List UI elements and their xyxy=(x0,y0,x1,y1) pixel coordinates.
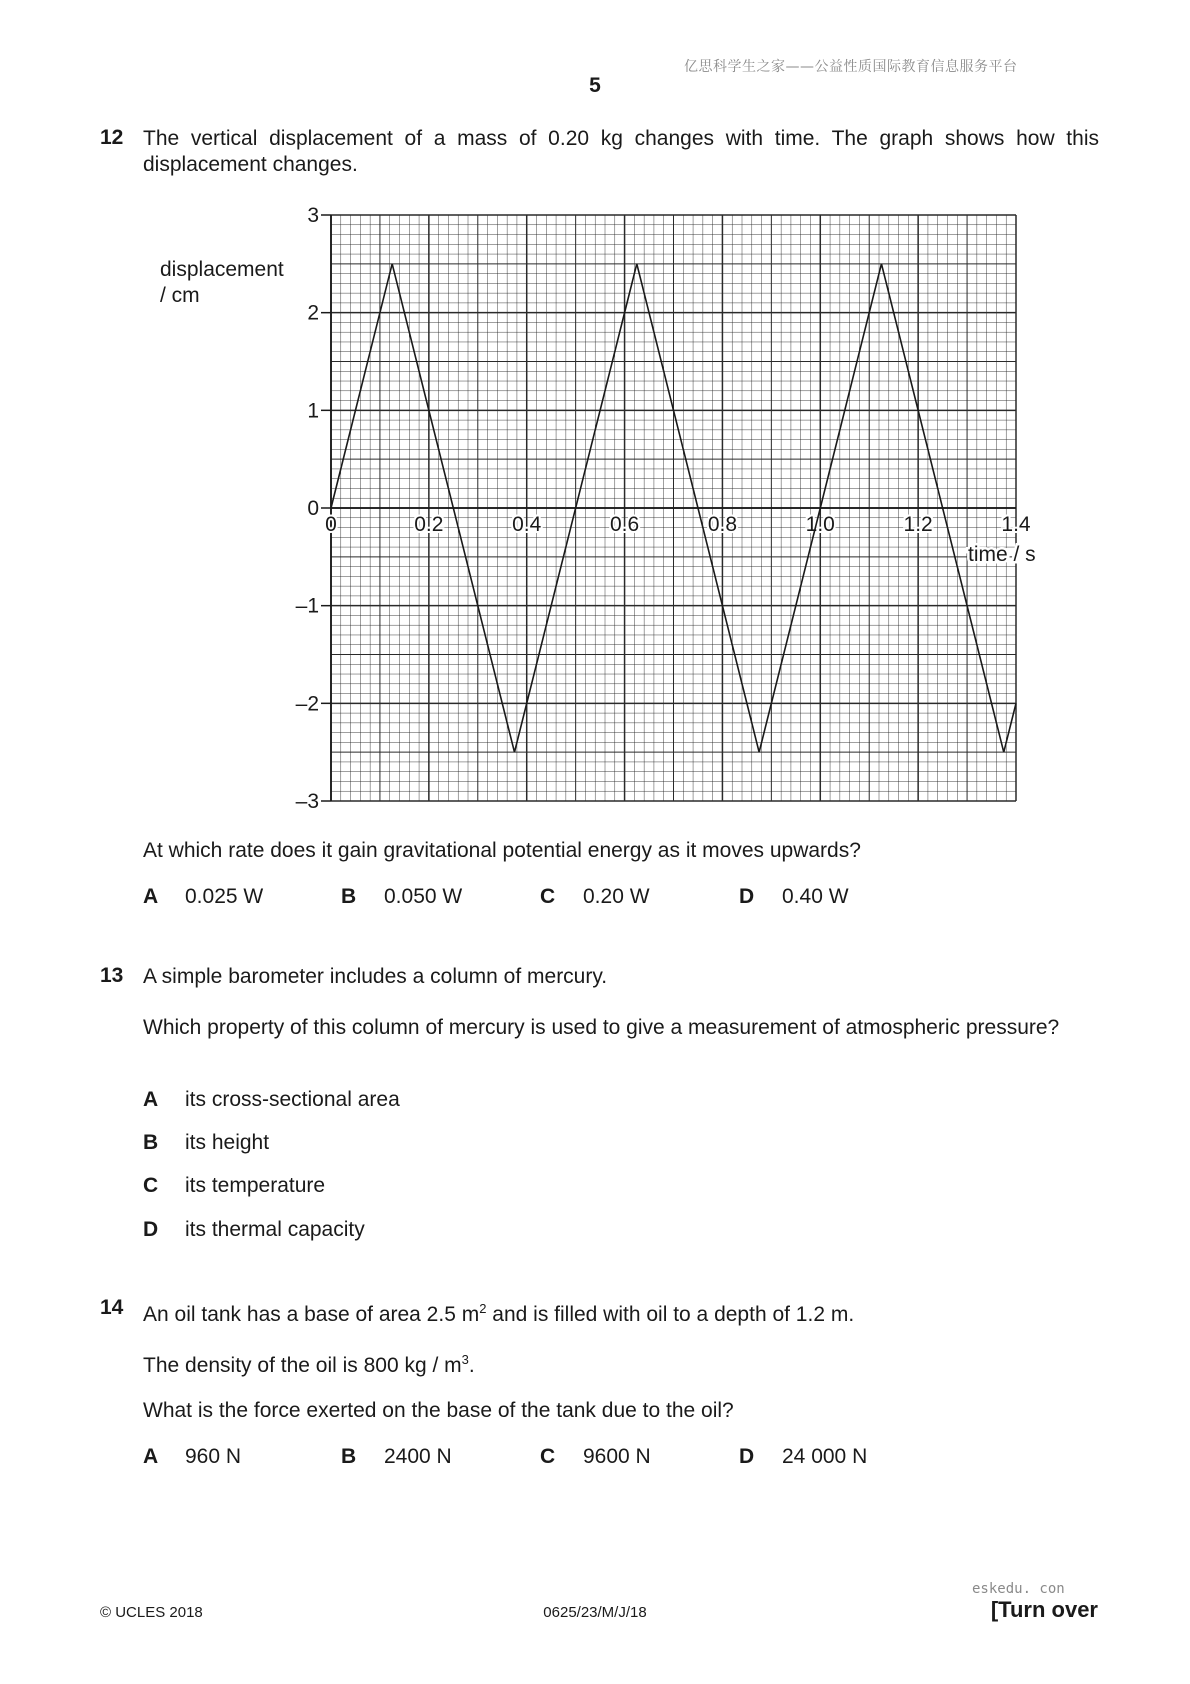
y-tick-label: 1 xyxy=(307,399,319,423)
question-12-text: The vertical displacement of a mass of 0.20 kg changes with time. The graph shows how this displacement changes. xyxy=(143,127,1099,176)
q12-option-a-text: 0.025 W xyxy=(185,885,264,908)
q14-text-after: and is filled with oil to a depth of 1.2 m. xyxy=(486,1303,855,1326)
question-14-number: 14 xyxy=(100,1296,124,1319)
q14-density-sup: 3 xyxy=(461,1352,469,1367)
y-tick-label: 3 xyxy=(307,204,319,227)
q12-option-a[interactable] xyxy=(143,885,158,909)
y-tick-label: 0 xyxy=(307,497,319,520)
q13-option-a-text: its cross-sectional area xyxy=(185,1088,400,1111)
x-tick-label: 0.6 xyxy=(609,513,640,536)
x-tick-label: 0 xyxy=(325,513,337,536)
y-axis-label-line2: / cm xyxy=(160,284,200,307)
question-14-text xyxy=(143,1296,1099,1328)
q14-density-after: . xyxy=(468,1354,475,1377)
q14-option-d-text: 24 000 N xyxy=(782,1445,868,1468)
y-axis-label-line1: displacement xyxy=(160,258,284,281)
q13-option-c-text: its temperature xyxy=(185,1174,326,1197)
header-watermark: 亿思科学生之家——公益性质国际教育信息服务平台 xyxy=(684,59,1018,75)
site-watermark: eskedu. con xyxy=(972,1581,1065,1597)
footer-paper-code: 0625/23/M/J/18 xyxy=(543,1604,647,1621)
x-tick-label: 1.0 xyxy=(805,513,835,536)
page-number: 5 xyxy=(589,74,601,97)
displacement-time-graph xyxy=(0,0,1190,830)
x-tick-label: 0.8 xyxy=(707,513,738,536)
question-13-prompt: Which property of this column of mercury is used to give a measurement of atmospheric pressure? xyxy=(143,1016,1060,1039)
x-axis-label: time / s xyxy=(968,543,1036,566)
q14-option-c-text: 9600 N xyxy=(583,1445,651,1468)
x-tick-label: 0.2 xyxy=(414,513,444,536)
y-tick-label: –2 xyxy=(295,692,319,716)
q12-option-b[interactable] xyxy=(341,885,356,909)
question-13-text: A simple barometer includes a column of mercury. xyxy=(143,965,608,988)
q13-option-a[interactable]: A xyxy=(143,1088,159,1111)
turn-over-label: [Turn over xyxy=(990,1597,1098,1622)
q12-option-d[interactable] xyxy=(739,885,754,909)
q12-option-c-text: 0.20 W xyxy=(583,885,650,908)
q14-option-b[interactable]: B xyxy=(341,1445,357,1468)
q12-option-c[interactable] xyxy=(540,885,555,909)
q12-option-d-text: 0.40 W xyxy=(782,885,849,908)
option-letter: D xyxy=(739,885,755,908)
option-letter: B xyxy=(341,885,357,908)
q14-option-d[interactable]: D xyxy=(739,1445,755,1468)
q14-option-c[interactable]: C xyxy=(540,1445,556,1468)
x-tick-label: 1.2 xyxy=(903,513,933,536)
q13-option-d[interactable]: D xyxy=(143,1218,159,1241)
q14-text-sup: 2 xyxy=(479,1301,487,1316)
question-12-prompt: At which rate does it gain gravitational potential energy as it moves upwards? xyxy=(143,839,861,862)
question-14-density xyxy=(143,1347,1099,1379)
question-12-number: 12 xyxy=(100,126,124,149)
q14-option-a-text: 960 N xyxy=(185,1445,242,1468)
question-14-prompt: What is the force exerted on the base of the tank due to the oil? xyxy=(143,1399,734,1422)
axis-ticks xyxy=(321,215,331,801)
option-letter: A xyxy=(143,885,159,908)
q12-option-b-text: 0.050 W xyxy=(384,885,463,908)
footer-copyright: © UCLES 2018 xyxy=(100,1604,203,1621)
x-tick-label: 0.4 xyxy=(512,513,542,536)
x-tick-label: 1.4 xyxy=(1001,513,1031,536)
q13-option-c[interactable]: C xyxy=(143,1174,159,1197)
y-tick-label: 2 xyxy=(307,301,319,325)
y-tick-label: –3 xyxy=(295,790,319,813)
q13-option-b-text: its height xyxy=(185,1131,270,1154)
q14-option-a[interactable]: A xyxy=(143,1445,159,1468)
y-tick-label: –1 xyxy=(295,594,319,618)
q13-option-d-text: its thermal capacity xyxy=(185,1218,365,1241)
q14-density-before: The density of the oil is 800 kg / m xyxy=(143,1354,462,1377)
option-letter: C xyxy=(540,885,556,908)
question-13-number: 13 xyxy=(100,964,124,987)
q14-option-b-text: 2400 N xyxy=(384,1445,452,1468)
q13-option-b[interactable]: B xyxy=(143,1131,159,1154)
q14-text-before: An oil tank has a base of area 2.5 m xyxy=(143,1303,480,1326)
